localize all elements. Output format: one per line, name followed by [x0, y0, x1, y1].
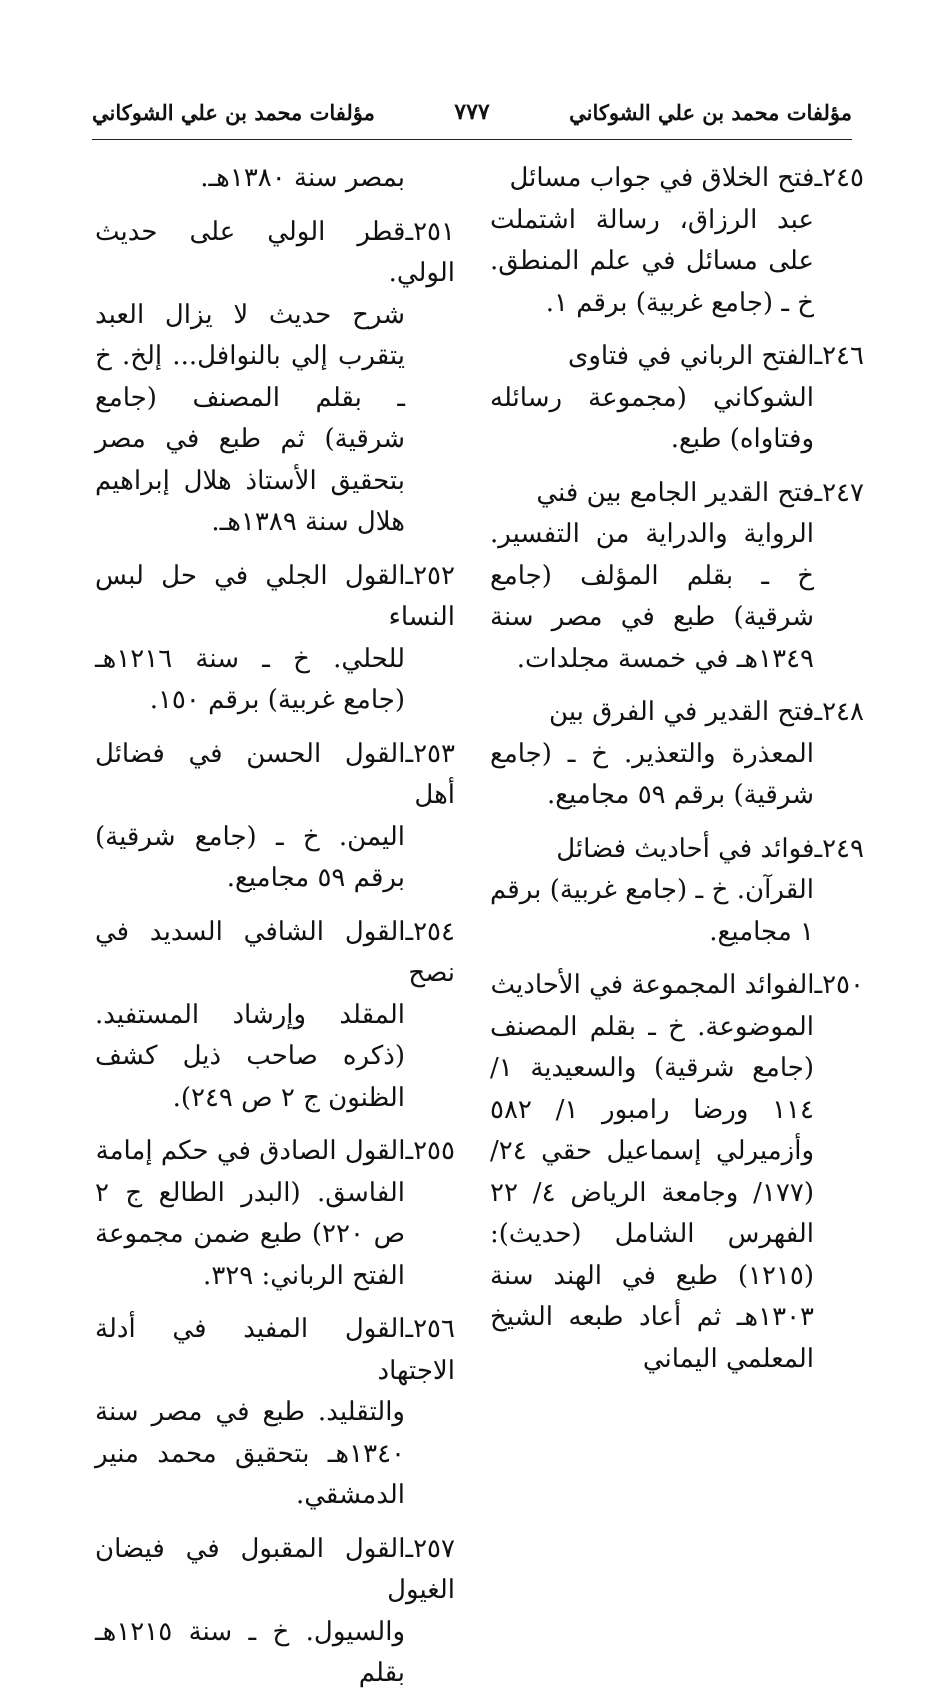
entry-number: ٢٤٥ـ [814, 163, 864, 193]
entry-number: ٢٤٩ـ [814, 833, 864, 864]
entry-title: فتح الخلاق في جواب مسائل [509, 163, 815, 193]
entry-255 [95, 1131, 455, 1297]
entry-250 [490, 965, 864, 1380]
entry-title: القول الحسن في فضائل أهل [95, 738, 455, 810]
entry-title: القول المقبول في فيضان الغيول [95, 1533, 455, 1605]
entry-body: الشوكاني (مجموعة رسائله وفتاواه) طبع. [490, 382, 814, 454]
right-column [490, 158, 864, 1374]
entry-title: القول الشافي السديد في نصح [95, 916, 455, 988]
entry-252 [95, 556, 455, 722]
entry-title: فتح القدير الجامع بين فني [536, 477, 815, 508]
entry-title: الفوائد المجموعة في الأحاديث [490, 970, 815, 1000]
entry-title: الفتح الرباني في فتاوى [567, 341, 815, 371]
entry-title: القول الصادق في حكم إمامة [95, 1136, 406, 1166]
entry-body: الرواية والدراية من التفسير. خ ـ بقلم المؤلف (جامع شرقية) طبع في مصر سنة ١٣٤٩هـ في خمسة مجلدات. [490, 519, 814, 674]
entry-number: ٢٥٦ـ [405, 1314, 455, 1344]
entry-251 [95, 212, 455, 544]
entry-number: ٢٤٨ـ [814, 697, 864, 727]
entry-body: عبد الرزاق، رسالة اشتملت على مسائل في علم المنطق. خ ـ (جامع غربية) برقم ١. [490, 204, 814, 318]
entry-title: قطر الولي على حديث الولي. [95, 216, 455, 288]
entry-247 [490, 473, 864, 681]
entry-title: فوائد في أحاديث فضائل [556, 833, 815, 864]
entry-number: ٢٥٢ـ [405, 560, 455, 591]
entry-254 [95, 912, 455, 1120]
entry-number: ٢٥٤ـ [405, 916, 455, 947]
left-column [95, 158, 455, 1688]
entry-249 [490, 829, 864, 954]
running-title-right: مؤلفات محمد بن علي الشوكاني [569, 99, 852, 125]
entry-number: ٢٥٣ـ [405, 738, 455, 769]
page-number: ٧٧٧ [454, 99, 490, 125]
running-title-left: مؤلفات محمد بن علي الشوكاني [92, 99, 375, 125]
entry-number: ٢٥٧ـ [405, 1533, 455, 1564]
entry-body: شرح حديث لا يزال العبد يتقرب إلي بالنوافل... إلخ. خ ـ بقلم المصنف (جامع شرقية) ثم طبع في مصر بتحقيق الأستاذ هلال إبراهيم هلال سنة ١٣٨٩هـ. [95, 299, 405, 537]
entry-title: القول الجلي في حل لبس النساء [95, 560, 455, 632]
entry-number: ٢٤٧ـ [814, 477, 864, 508]
entry-number: ٢٥١ـ [405, 216, 455, 247]
entry-body: والسيول. خ ـ سنة ١٢١٥هـ بقلم [95, 1616, 405, 1688]
entry-257 [95, 1529, 455, 1695]
entry-256 [95, 1309, 455, 1517]
entry-246 [490, 336, 864, 461]
entry-body: القرآن. خ ـ (جامع غربية) برقم ١ مجاميع. [490, 875, 814, 947]
entry-number: ٢٤٦ـ [814, 341, 864, 371]
continued-text: بمصر سنة ١٣٨٠هـ. [200, 163, 405, 193]
entry-title: القول المفيد في أدلة الاجتهاد [95, 1314, 455, 1386]
entry-248 [490, 692, 864, 817]
entry-245 [490, 158, 864, 324]
entry-body: والتقليد. طبع في مصر سنة ١٣٤٠هـ بتحقيق محمد منير الدمشقي. [95, 1397, 405, 1510]
entry-title: فتح القدير في الفرق بين [549, 697, 815, 727]
entry-253 [95, 734, 455, 900]
entry-number: ٢٥٠ـ [814, 970, 864, 1000]
header-rule [92, 139, 852, 140]
entry-body: الفاسق. (البدر الطالع ج ٢ ص ٢٢٠) طبع ضمن مجموعة الفتح الرباني: ٣٢٩. [95, 1177, 406, 1291]
entry-body: المعذرة والتعذير. خ ـ (جامع شرقية) برقم ٥٩ مجاميع. [490, 738, 814, 810]
entry-body: المقلد وإرشاد المستفيد. (ذكره صاحب ذيل كشف الظنون ج ٢ ص ٢٤٩). [95, 999, 405, 1113]
running-head [92, 92, 852, 132]
entry-body: الموضوعة. خ ـ بقلم المصنف (جامع شرقية) والسعيدية ١/ ١١٤ ورضا رامبور ١/ ٥٨٢ وأزميرلي إسماعيل حقي ٢٤/ (١٧٧/ وجامعة الرياض ٤/ ٢٢ الفهرس الشامل (حديث): (١٢١٥) طبع في الهند سنة ١٣٠٣هـ ثم أعاد طبعه الشيخ المعلمي اليماني [490, 1011, 814, 1374]
entry-body: للحلي. خ ـ سنة ١٢١٦هـ (جامع غربية) برقم ١٥٠. [95, 643, 405, 715]
entry-body: اليمن. خ ـ (جامع شرقية) برقم ٥٩ مجاميع. [95, 821, 405, 893]
entry-number: ٢٥٥ـ [405, 1136, 455, 1166]
